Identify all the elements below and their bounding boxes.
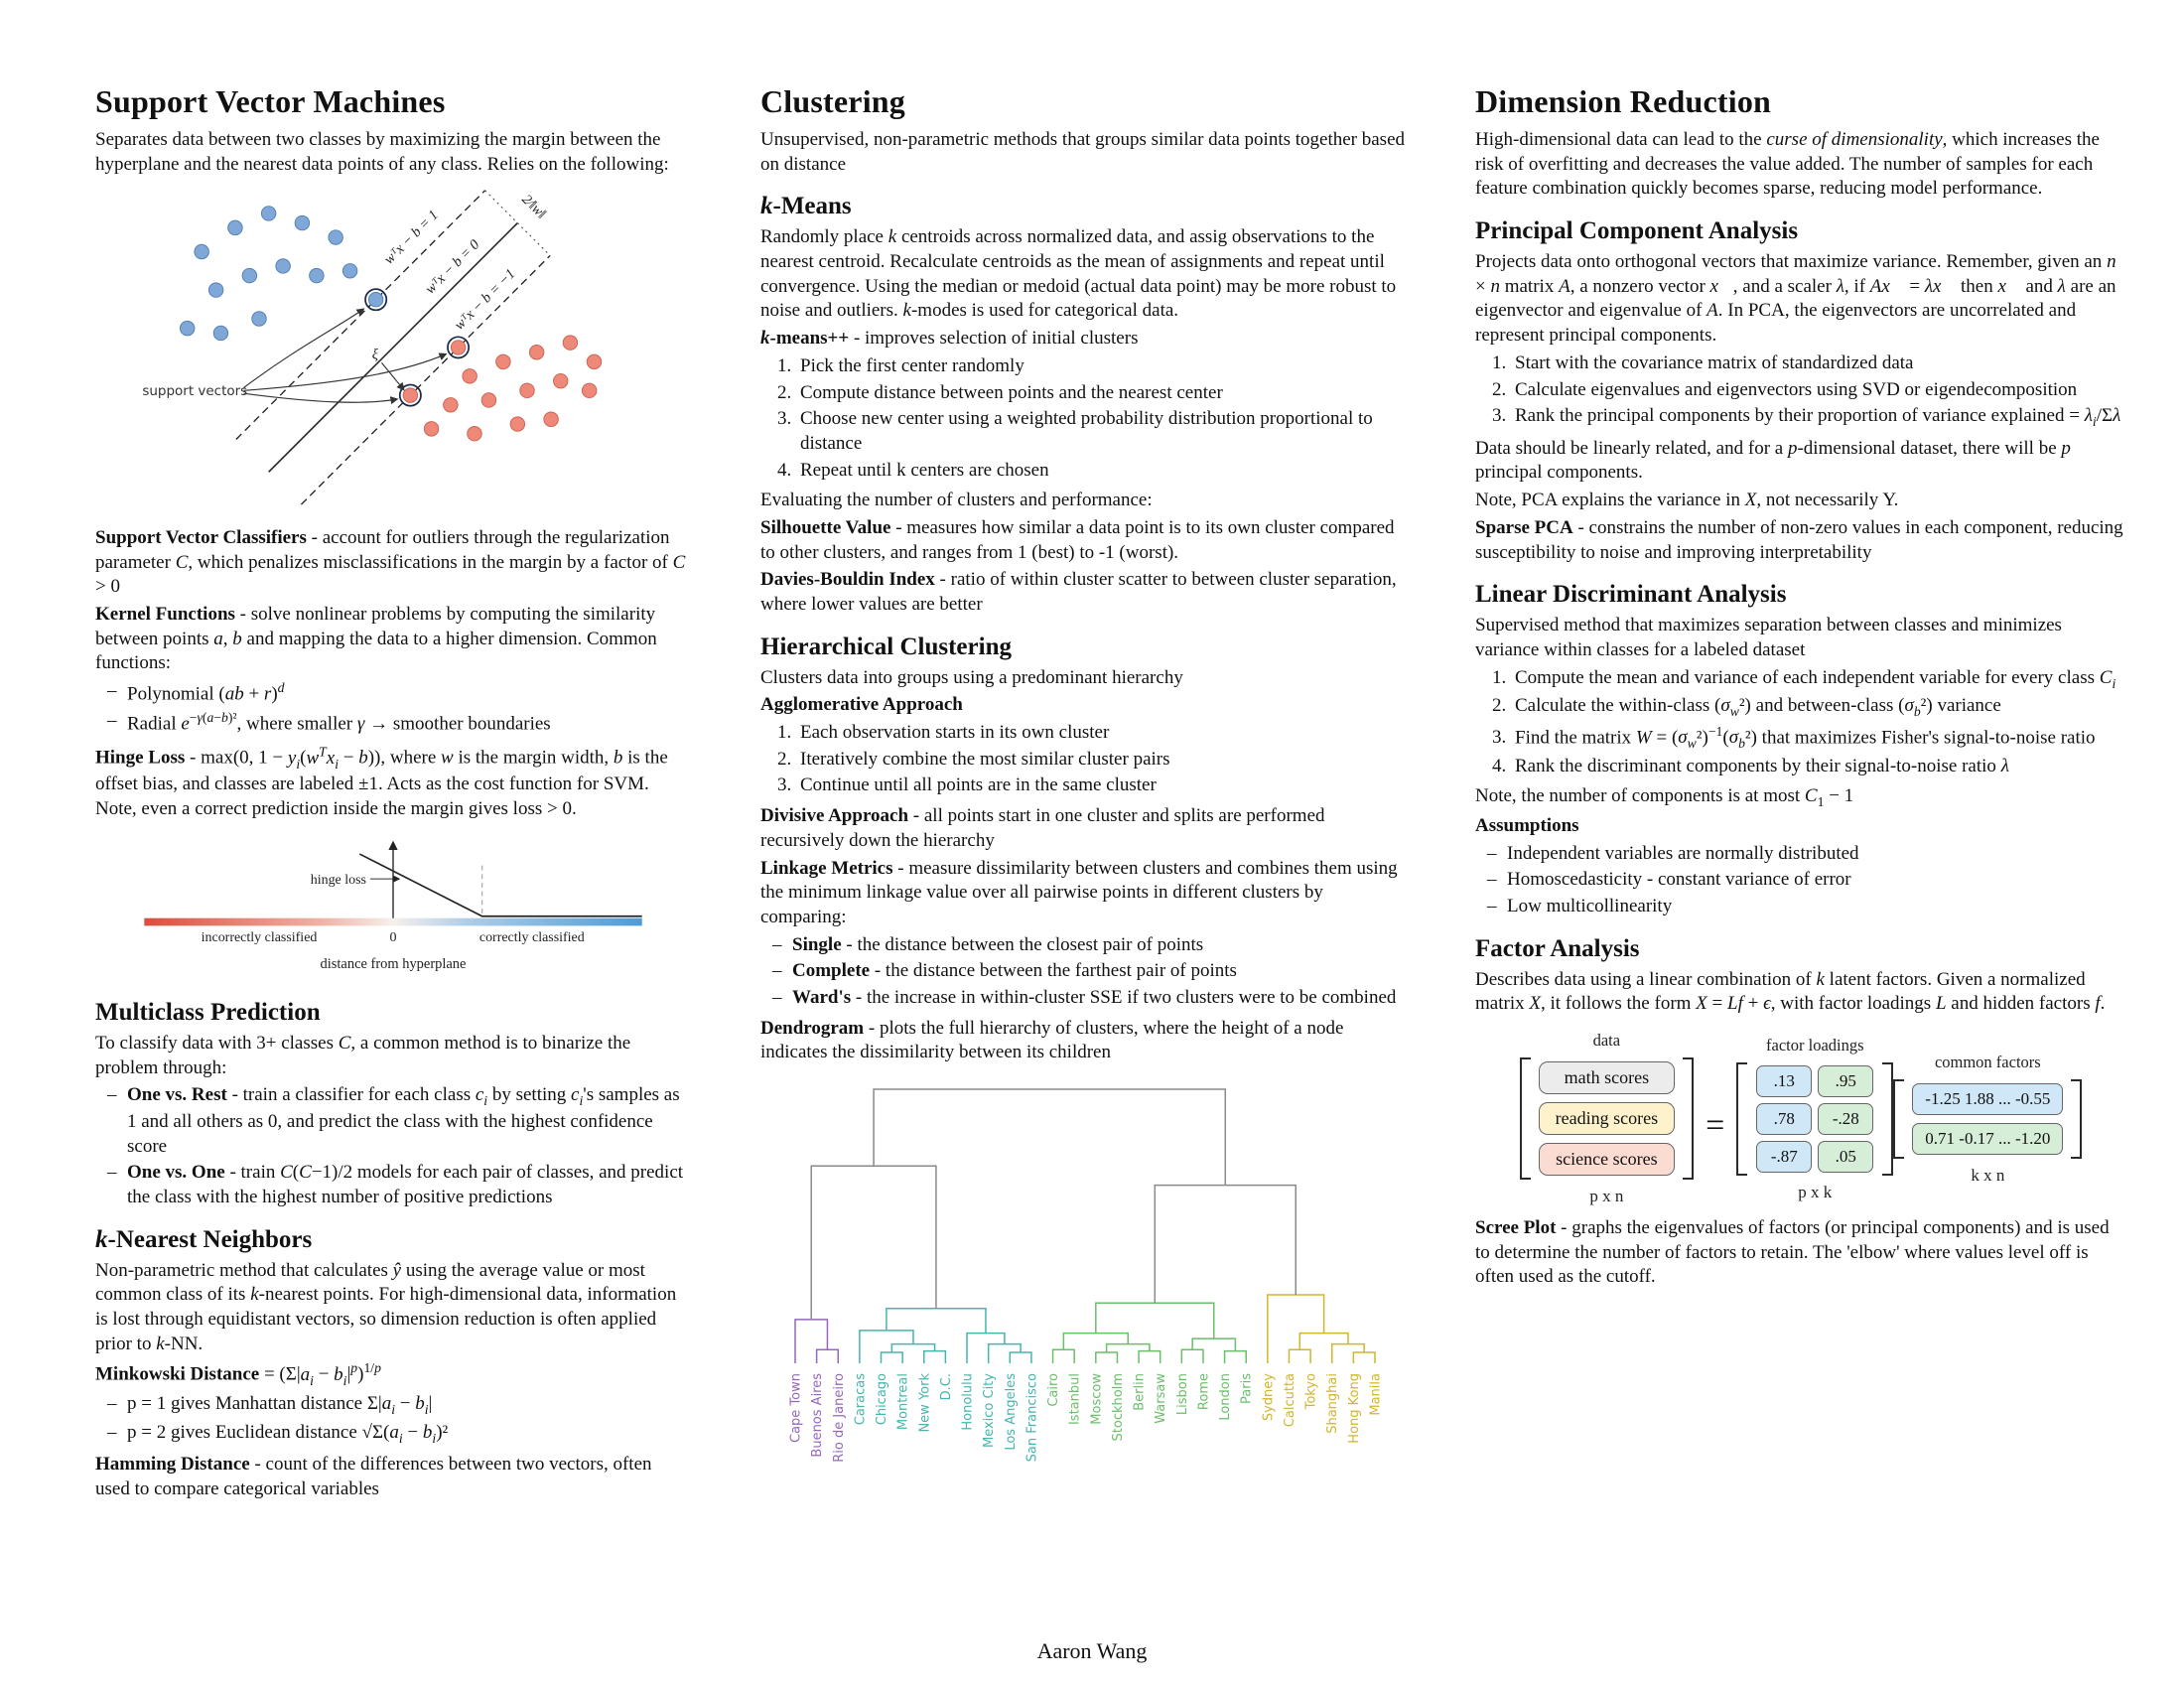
- dendrogram-leaf-label: Chicago: [875, 1373, 890, 1426]
- matrix-cell: -.87: [1756, 1141, 1812, 1173]
- dendrogram-plot: [765, 1073, 1401, 1510]
- dendrogram-link: [1139, 1351, 1160, 1363]
- hinge-loss-figure: [95, 829, 691, 982]
- dendrogram-leaf-label: Caracas: [853, 1373, 869, 1426]
- lda-body: Supervised method that maximizes separation between classes and minimizes variance within classes for a labeled dataset: [1475, 615, 2062, 660]
- matrix-row: 0.71 -0.17 ... -1.20: [1912, 1123, 2063, 1155]
- list-item: 3. Find the matrix $W = (\sigma_w^2)^{-1}(\sigma_b^2)$ that maximizes Fisher's signal-to-noise ratio: [1511, 723, 2126, 753]
- dendrogram-leaf-label: Mexico City: [982, 1373, 998, 1449]
- list-item: – Low multicollinearity: [1487, 895, 2126, 919]
- line-label-plus: wᵀx − b = 1: [380, 208, 442, 268]
- list-item: – One vs. One - train C(C−1)/2 models for each pair of classes, and predict the class with the highest number of positive predictions: [107, 1161, 691, 1209]
- section-title-dimension-reduction: Dimension Reduction: [1475, 83, 1772, 119]
- xi-label: ξ: [371, 347, 378, 363]
- dendrogram-link: [1289, 1349, 1310, 1363]
- section-title-lda: Linear Discriminant Analysis: [1475, 581, 1787, 609]
- common-factors-dimensions: k x n: [1971, 1165, 2005, 1185]
- red-class-point: [510, 417, 524, 431]
- list-item: – Complete - the distance between the farthest pair of points: [772, 959, 1406, 984]
- divisive-paragraph: Divisive Approach - all points start in one cluster and splits are performed recursively down the hierarchy: [760, 805, 1325, 851]
- blue-support-vector: [368, 293, 382, 307]
- svm-figure: [95, 185, 691, 520]
- blue-class-point: [213, 327, 227, 341]
- loadings-matrix: [1736, 1062, 1893, 1176]
- dendrogram-leaf-label: Montreal: [895, 1373, 911, 1431]
- dendrogram-link: [924, 1351, 946, 1363]
- pca-steps: [1511, 352, 2126, 431]
- dimension-reduction-intro: High-dimensional data can lead to the curse of dimensionality, which increases the risk of overfitting and decreases the value added. The number of samples for each feature combination quickly becomes sparse, reducing model performance.: [1475, 129, 2100, 200]
- dendrogram-link: [882, 1352, 903, 1363]
- list-item: 4. Repeat until k centers are chosen: [796, 459, 1406, 484]
- loadings-matrix-label: factor loadings: [1766, 1035, 1864, 1055]
- list-item: – p = 1 gives Manhattan distance $\Sigma|a_i - b_i|$: [107, 1392, 691, 1419]
- dendrogram-link: [1181, 1349, 1203, 1363]
- dendrogram-figure: [760, 1073, 1406, 1515]
- red-class-point: [587, 355, 601, 369]
- dendrogram-leaf-label: Honolulu: [960, 1373, 976, 1431]
- list-item: – Radial $e^{-\gamma(a-b)^2}$, where smaller γ → smoother boundaries: [107, 709, 691, 737]
- assumptions-label: Assumptions: [1475, 814, 1579, 836]
- list-item: 3. Rank the principal components by their proportion of variance explained = $\lambda_i/\Sigma\lambda$: [1511, 404, 2126, 431]
- dendrogram-leaf-label: Tokyo: [1303, 1373, 1319, 1410]
- list-item: 1. Compute the mean and variance of each independent variable for every class $C_i$: [1511, 666, 2126, 693]
- dendrogram-link: [989, 1344, 1021, 1363]
- sparse-pca-paragraph: Sparse PCA - constrains the number of non-zero values in each component, reducing susceptibility to noise and improving interpretability: [1475, 516, 2123, 563]
- dendrogram-leaf-label: Manila: [1368, 1373, 1384, 1416]
- section-title-knn: k-Nearest Neighbors: [95, 1225, 313, 1253]
- blue-class-point: [342, 264, 356, 278]
- blue-class-point: [261, 207, 275, 220]
- red-class-point: [582, 383, 596, 397]
- dendrogram-leaf-label: Sydney: [1261, 1373, 1277, 1422]
- kernel-list: [107, 679, 691, 737]
- correct-label: correctly classified: [478, 930, 585, 946]
- knn-body: Non-parametric method that calculates ŷ using the average value or most common class of its k-nearest points. For high-dimensional data, information is lost through equidistant vectors, so dimension reduction is often applied prior to k-NN.: [95, 1259, 677, 1354]
- dendrogram-leaf-label: Shanghai: [1325, 1373, 1341, 1434]
- section-title-kmeans: k-Means: [760, 193, 852, 220]
- kmeans-steps: [796, 354, 1406, 483]
- pca-note-1: Data should be linearly related, and for a p-dimensional dataset, there will be p principal components.: [1475, 437, 2071, 484]
- list-item: 3. Choose new center using a weighted probability distribution proportional to distance: [796, 407, 1406, 456]
- dendrogram-leaf-label: D.C.: [938, 1373, 954, 1401]
- data-matrix: [1520, 1057, 1694, 1180]
- dendrogram-leaf-label: Buenos Aires: [810, 1373, 826, 1458]
- list-item: – Ward's - the increase in within-cluster SSE if two clusters were to be combined: [772, 986, 1406, 1011]
- red-class-point: [554, 374, 568, 388]
- column-dimension-reduction: [1475, 83, 2126, 1521]
- dendrogram-link: [811, 1166, 936, 1320]
- support-vector-arrow: [244, 394, 397, 403]
- equals-sign: =: [1706, 1106, 1725, 1144]
- factor-body: Describes data using a linear combination of k latent factors. Given a normalized matrix X, it follows the form X = Lf + ϵ, with factor loadings L and hidden factors f.: [1475, 968, 2106, 1015]
- red-class-point: [544, 412, 558, 426]
- dendrogram-link: [1155, 1186, 1296, 1304]
- dendrogram-link: [967, 1334, 1005, 1363]
- dendrogram-link: [860, 1331, 913, 1363]
- knn-list: [107, 1392, 691, 1447]
- dendrogram-leaf-label: Rome: [1196, 1373, 1212, 1411]
- slack-arrow: [381, 363, 403, 390]
- clustering-intro: Unsupervised, non-parametric methods that groups similar data points together based on distance: [760, 129, 1406, 175]
- line-label-zero: wᵀx − b = 0: [422, 236, 483, 298]
- dendrogram-link: [1063, 1334, 1128, 1350]
- list-item: – Independent variables are normally distributed: [1487, 842, 2126, 867]
- support-vector-arrow: [244, 354, 446, 391]
- agglomerative-steps: [796, 721, 1406, 798]
- agglomerative-label: Agglomerative Approach: [760, 694, 963, 716]
- hamming-paragraph: Hamming Distance - count of the differences between two vectors, often used to compare categorical variables: [95, 1454, 652, 1500]
- dendrogram-leaf-label: Cairo: [1046, 1373, 1062, 1407]
- dendrogram-leaf-label: Stockholm: [1110, 1373, 1126, 1442]
- list-item: 2. Calculate eigenvalues and eigenvectors using SVD or eigendecomposition: [1511, 378, 2126, 403]
- matrix-cell: .78: [1756, 1103, 1812, 1135]
- columns-container: [95, 83, 2123, 1521]
- dendrogram-link: [1268, 1295, 1324, 1363]
- list-item: – p = 2 gives Euclidean distance $√\Sigma(a_i - b_i)^2$: [107, 1421, 691, 1448]
- dendrogram-link: [1096, 1352, 1118, 1363]
- svm-plot: [125, 185, 661, 515]
- matrix-row: -1.25 1.88 ... -0.55: [1912, 1083, 2063, 1115]
- multiclass-intro: To classify data with 3+ classes C, a common method is to binarize the problem through:: [95, 1032, 631, 1078]
- dendrogram-leaf-label: Moscow: [1089, 1373, 1105, 1425]
- line-label-minus: wᵀx − b = −1: [451, 266, 519, 335]
- dendrogram-link: [1053, 1349, 1075, 1363]
- data-matrix-dimensions: p x n: [1589, 1187, 1624, 1206]
- list-item: 2. Compute distance between points and the nearest center: [796, 381, 1406, 406]
- hinge-paragraph: Hinge Loss - max(0, $1 - y_i(w^Tx_i - b)$), where w is the margin width, b is the offset bias, and classes are labeled ±1. Acts as the cost function for SVM. Note, even a correct prediction inside the margin gives loss > 0.: [95, 744, 668, 819]
- dendrogram-link: [817, 1349, 839, 1363]
- dendrogram-leaf-label: Calcutta: [1282, 1373, 1297, 1428]
- matrix-cell: .95: [1818, 1065, 1873, 1097]
- dendrogram-leaf-label: New York: [917, 1373, 933, 1433]
- dendrogram-leaf-label: Berlin: [1132, 1373, 1148, 1411]
- kernel-paragraph: Kernel Functions - solve nonlinear problems by computing the similarity between points a, b and mapping the data to a higher dimension. Common functions:: [95, 604, 657, 674]
- kmeans-body: Randomly place k centroids across normalized data, and assig observations to the nearest centroid. Recalculate centroids as the mean of assignments and repeat until convergence. Using the median or medoid (actual data point) may be more robust to noise and outliers. k-modes is used for categorical data.: [760, 226, 1397, 322]
- assumptions-list: [1487, 842, 2126, 919]
- linkage-list: [772, 933, 1406, 1011]
- red-support-vector: [451, 341, 465, 354]
- hinge-loss-curve: [359, 855, 641, 917]
- dendrogram-leaf-label: Paris: [1239, 1373, 1255, 1404]
- factor-analysis-figure: [1475, 1031, 2126, 1206]
- scree-plot-paragraph: Scree Plot - graphs the eigenvalues of factors (or principal components) and is used to determine the number of factors to retain. The 'elbow' where values level off is often used as the cutoff.: [1475, 1217, 2110, 1288]
- dendrogram-leaf-label: Los Angeles: [1003, 1373, 1019, 1451]
- section-title-factor-analysis: Factor Analysis: [1475, 934, 1640, 962]
- loadings-matrix-dimensions: p x k: [1798, 1182, 1833, 1201]
- hinge-plot: [125, 829, 661, 977]
- dendrogram-link: [887, 1309, 986, 1334]
- list-item: 1. Pick the first center randomly: [796, 354, 1406, 379]
- dendrogram-leaf-label: Warsaw: [1154, 1373, 1169, 1424]
- list-item: 1. Start with the covariance matrix of standardized data: [1511, 352, 2126, 376]
- pca-note-2: Note, PCA explains the variance in X, not necessarily Y.: [1475, 490, 1899, 511]
- matrix-cell: .13: [1756, 1065, 1812, 1097]
- blue-class-point: [180, 322, 194, 336]
- x-axis-title: distance from hyperplane: [320, 956, 467, 973]
- blue-class-point: [228, 221, 242, 235]
- multiclass-list: [107, 1083, 691, 1209]
- common-factors-matrix: [1893, 1079, 2082, 1159]
- svm-data-points: [180, 207, 601, 441]
- davies-paragraph: Davies-Bouldin Index - ratio of within cluster scatter to between cluster separation, where lower values are better: [760, 569, 1397, 615]
- classification-gradient-bar: [144, 918, 641, 926]
- kmeanspp-paragraph: k-means++ - improves selection of initial clusters: [760, 328, 1139, 350]
- red-class-point: [424, 422, 438, 436]
- list-item: 3. Continue until all points are in the same cluster: [796, 774, 1406, 798]
- common-factors-group: [1893, 1053, 2082, 1186]
- dendrogram-link: [874, 1089, 1225, 1186]
- svm-intro: Separates data between two classes by maximizing the margin between the hyperplane and the nearest data points of any class. Relies on the following:: [95, 129, 669, 175]
- dendrogram-leaf-label: Hong Kong: [1346, 1373, 1362, 1444]
- dendrogram-leaf-label: Istanbul: [1067, 1373, 1083, 1426]
- list-item: 2. Calculate the within-class $(\sigma_w^2)$ and between-class $(\sigma_b^2)$ variance: [1511, 694, 2126, 721]
- dendrogram-leaf-label: Lisbon: [1174, 1373, 1190, 1416]
- list-item: 4. Rank the discriminant components by their signal-to-noise ratio λ: [1511, 755, 2126, 779]
- blue-class-point: [276, 259, 290, 273]
- blue-class-point: [242, 269, 256, 283]
- list-item: 2. Iteratively combine the most similar cluster pairs: [796, 748, 1406, 773]
- blue-class-point: [329, 230, 342, 244]
- red-class-point: [520, 383, 534, 397]
- dendrogram-leaf-label: San Francisco: [1024, 1373, 1040, 1463]
- dendrogram-link: [1299, 1334, 1348, 1350]
- hinge-loss-label: hinge loss: [310, 873, 367, 889]
- linkage-paragraph: Linkage Metrics - measure dissimilarity between clusters and combines them using the minimum linkage value over all pairwise points in different clusters by comparing:: [760, 857, 1398, 927]
- dendrogram-link: [1010, 1352, 1031, 1363]
- list-item: – Single - the distance between the closest pair of points: [772, 933, 1406, 958]
- margin-line-minus: [301, 256, 550, 505]
- list-item: – One vs. Rest - train a classifier for each class $c_i$ by setting $c_i's$ samples as 1 and all others as 0, and predict the class with the highest confidence score: [107, 1083, 691, 1159]
- section-title-clustering: Clustering: [760, 83, 905, 119]
- pca-body: Projects data onto orthogonal vectors that maximize variance. Remember, given an n × n matrix A, a nonzero vector x⃗, and a scaler λ, if Ax⃗ = λx⃗ then x⃗ and λ are an eigenvector and eigenvalue of A. In PCA, the eigenvectors are uncorrelated and represent principal components.: [1475, 251, 2116, 347]
- section-title-multiclass: Multiclass Prediction: [95, 998, 321, 1026]
- red-class-point: [563, 336, 577, 350]
- red-class-point: [496, 355, 510, 369]
- zero-label: 0: [389, 930, 397, 946]
- blue-class-point: [310, 269, 324, 283]
- section-title-svm: Support Vector Machines: [95, 83, 446, 119]
- column-svm: [95, 83, 691, 1521]
- red-class-point: [463, 369, 477, 383]
- red-class-point: [444, 398, 458, 412]
- column-clustering: [760, 83, 1406, 1521]
- list-item: 1. Each observation starts in its own cluster: [796, 721, 1406, 746]
- loadings-matrix-cells: [1753, 1062, 1876, 1176]
- margin-width-label: 2∕‖w‖: [518, 192, 550, 222]
- matrix-row-reading-scores: reading scores: [1539, 1102, 1675, 1135]
- lda-steps: [1511, 666, 2126, 779]
- dendrogram-link: [1353, 1352, 1375, 1363]
- matrix-row-math-scores: math scores: [1539, 1061, 1675, 1094]
- svc-paragraph: Support Vector Classifiers - account for outliers through the regularization parameter C, which penalizes misclassifications in the margin by a factor of C > 0: [95, 527, 686, 598]
- red-class-point: [481, 393, 495, 407]
- data-matrix-label: data: [1592, 1031, 1621, 1051]
- data-matrix-rows: [1537, 1057, 1677, 1180]
- list-item: – Homoscedasticity - constant variance of error: [1487, 868, 2126, 893]
- dendrogram-link: [1332, 1344, 1364, 1363]
- list-item: – Polynomial (ab + r)$^d$: [107, 679, 691, 707]
- section-title-hierarchical: Hierarchical Clustering: [760, 633, 1012, 660]
- section-title-pca: Principal Component Analysis: [1475, 217, 1799, 245]
- matrix-cell: .05: [1818, 1141, 1873, 1173]
- dendrogram-link: [795, 1320, 827, 1363]
- dendrogram-leaf-label: Cape Town: [788, 1373, 804, 1443]
- author-name: Aaron Wang: [1036, 1638, 1148, 1663]
- red-support-vector: [403, 388, 417, 402]
- hierarchical-body: Clusters data into groups using a predominant hierarchy: [760, 666, 1183, 688]
- lda-note: Note, the number of components is at most $C_1 - 1$: [1475, 785, 1854, 810]
- dendrogram-leaf-label: Rio de Janeiro: [831, 1373, 847, 1463]
- red-class-point: [529, 346, 543, 359]
- matrix-cell: -.28: [1818, 1103, 1873, 1135]
- incorrect-label: incorrectly classified: [201, 930, 318, 946]
- silhouette-paragraph: Silhouette Value - measures how similar a data point is to its own cluster compared to other clusters, and ranges from 1 (best) to -1 (worst).: [760, 516, 1395, 563]
- loadings-matrix-group: [1736, 1036, 1893, 1202]
- common-factors-label: common factors: [1934, 1052, 2041, 1071]
- minkowski-paragraph: Minkowski Distance = $(\Sigma|a_i - b_i|^p)^{1/p}$: [95, 1360, 381, 1388]
- blue-class-point: [208, 283, 222, 297]
- dendrogram-leaf-label: London: [1218, 1373, 1234, 1421]
- dendrogram-link: [1225, 1351, 1247, 1363]
- red-class-point: [468, 427, 481, 441]
- support-vectors-label: support vectors: [142, 383, 248, 400]
- dendrogram-paragraph: Dendrogram - plots the full hierarchy of clusters, where the height of a node indicates the dissimilarity between its children: [760, 1017, 1344, 1063]
- blue-class-point: [252, 312, 266, 326]
- data-matrix-group: [1520, 1031, 1694, 1206]
- common-factors-rows: [1910, 1079, 2065, 1159]
- kmeans-eval-line: Evaluating the number of clusters and performance:: [760, 490, 1153, 511]
- blue-class-point: [295, 216, 309, 230]
- blue-class-point: [195, 245, 208, 259]
- matrix-row-science-scores: science scores: [1539, 1143, 1675, 1176]
